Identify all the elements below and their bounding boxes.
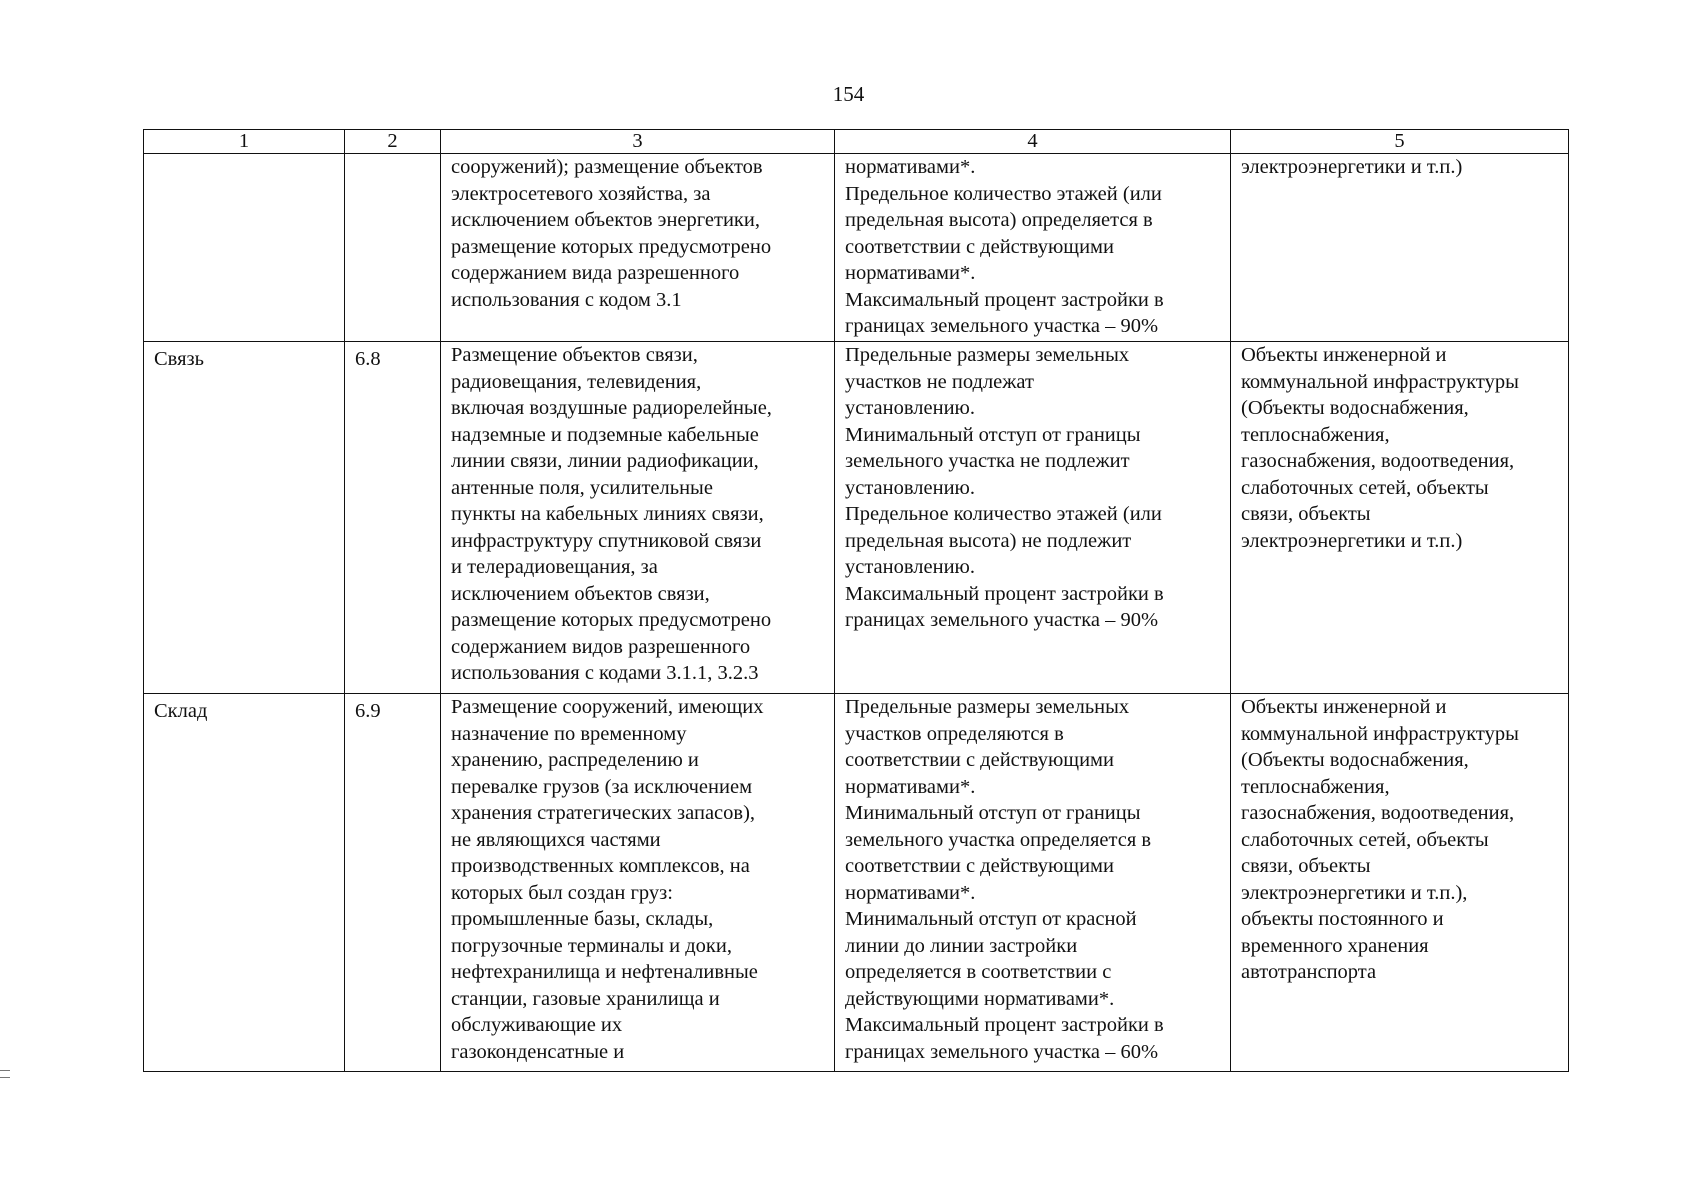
auxiliary-objects-cell bbox=[1231, 694, 1569, 1072]
text-line: участков не подлежат bbox=[845, 370, 1034, 393]
use-code-cell bbox=[345, 154, 441, 342]
use-type-name-cell: Склад bbox=[144, 694, 345, 1072]
text-line: размещение которых предусмотрено bbox=[451, 235, 772, 258]
text-line: использования с кодом 3.1 bbox=[451, 288, 682, 311]
text-line: теплоснабжения, bbox=[1241, 423, 1390, 446]
text-line: электроэнергетики и т.п.) bbox=[1241, 529, 1463, 552]
table-row bbox=[144, 342, 1569, 694]
text-line: хранению, распределению и bbox=[451, 749, 699, 771]
text-line: Минимальный отступ от красной bbox=[845, 908, 1137, 930]
text-line: размещение которых предусмотрено bbox=[451, 609, 772, 631]
text-line: исключением объектов связи, bbox=[451, 582, 710, 605]
text-line: газоконденсатные и bbox=[451, 1040, 625, 1063]
text-line: нормативами*. bbox=[845, 881, 976, 904]
text-line: нефтехранилища и нефтеналивные bbox=[451, 961, 758, 983]
text-line: коммунальной инфраструктуры bbox=[1241, 722, 1519, 745]
text-line: хранения стратегических запасов), bbox=[451, 802, 756, 824]
text-line: погрузочные терминалы и доки, bbox=[451, 934, 732, 957]
text-line: инфраструктуру спутниковой связи bbox=[451, 529, 762, 552]
text-line: газоснабжения, водоотведения, bbox=[1241, 802, 1515, 824]
text-line: автотранспорта bbox=[1241, 961, 1377, 983]
text-line: радиовещания, телевидения, bbox=[451, 370, 702, 393]
text-line: надземные и подземные кабельные bbox=[451, 423, 759, 446]
description-cell bbox=[441, 694, 835, 1072]
table-row bbox=[144, 154, 1569, 342]
text-line: Минимальный отступ от границы bbox=[845, 423, 1141, 446]
text-line: установлению. bbox=[845, 556, 975, 578]
text-line: перевалке грузов (за исключением bbox=[451, 775, 753, 798]
parameters-cell bbox=[835, 694, 1231, 1072]
text-line: земельного участка не подлежит bbox=[845, 450, 1130, 472]
parameters-cell bbox=[835, 154, 1231, 342]
text-line: границах земельного участка – 90% bbox=[845, 609, 1159, 631]
text-line: слаботочных сетей, объекты bbox=[1241, 476, 1489, 499]
text-line: которых был создан груз: bbox=[451, 881, 673, 904]
text-line: объекты постоянного и bbox=[1241, 908, 1444, 930]
text-line: земельного участка определяется в bbox=[845, 828, 1152, 851]
text-line: Объекты инженерной и bbox=[1241, 344, 1447, 366]
text-line: пункты на кабельных линиях связи, bbox=[451, 503, 764, 525]
column-header: 3 bbox=[441, 130, 835, 154]
text-line: (Объекты водоснабжения, bbox=[1241, 397, 1469, 419]
text-line: антенные поля, усилительные bbox=[451, 476, 713, 499]
description-cell bbox=[441, 154, 835, 342]
text-line: связи, объекты bbox=[1241, 503, 1371, 525]
parameters-cell bbox=[835, 342, 1231, 694]
auxiliary-objects-cell bbox=[1231, 342, 1569, 694]
text-line: установлению. bbox=[845, 397, 975, 419]
table-header-row bbox=[144, 130, 1569, 154]
text-line: теплоснабжения, bbox=[1241, 775, 1390, 798]
column-header: 4 bbox=[835, 130, 1231, 154]
text-line: содержанием видов разрешенного bbox=[451, 635, 751, 658]
text-line: Размещение объектов связи, bbox=[451, 344, 698, 366]
text-line: определяется в соответствии с bbox=[845, 961, 1112, 983]
text-line: Минимальный отступ от границы bbox=[845, 802, 1141, 824]
text-line: исключением объектов энергетики, bbox=[451, 209, 760, 231]
text-line: предельная высота) определяется в bbox=[845, 209, 1153, 231]
table-row bbox=[144, 694, 1569, 1072]
text-line: границах земельного участка – 60% bbox=[845, 1040, 1159, 1063]
text-line: станции, газовые хранилища и bbox=[451, 987, 720, 1010]
text-line: Объекты инженерной и bbox=[1241, 696, 1447, 718]
text-line: соответствии с действующими bbox=[845, 855, 1114, 877]
auxiliary-objects-cell bbox=[1231, 154, 1569, 342]
text-line: Предельные размеры земельных bbox=[845, 344, 1130, 366]
column-header: 5 bbox=[1231, 130, 1569, 154]
text-line: Предельное количество этажей (или bbox=[845, 182, 1162, 205]
text-line: Предельные размеры земельных bbox=[845, 696, 1130, 718]
text-line: (Объекты водоснабжения, bbox=[1241, 749, 1469, 771]
text-line: Размещение сооружений, имеющих bbox=[451, 696, 764, 718]
text-line: линии связи, линии радиофикации, bbox=[451, 450, 759, 472]
text-line: обслуживающие их bbox=[451, 1014, 623, 1036]
text-line: не являющихся частями bbox=[451, 828, 661, 851]
use-type-name-cell: Связь bbox=[144, 342, 345, 694]
use-type-name-cell bbox=[144, 154, 345, 342]
text-line: Предельное количество этажей (или bbox=[845, 503, 1162, 525]
text-line: электроэнергетики и т.п.) bbox=[1241, 156, 1463, 178]
page-number: 154 bbox=[832, 82, 865, 106]
scan-edge-mark bbox=[0, 1070, 10, 1078]
text-line: использования с кодами 3.1.1, 3.2.3 bbox=[451, 662, 759, 684]
text-line: линии до линии застройки bbox=[845, 934, 1078, 957]
text-line: включая воздушные радиорелейные, bbox=[451, 397, 772, 419]
text-line: временного хранения bbox=[1241, 934, 1429, 957]
text-line: производственных комплексов, на bbox=[451, 855, 750, 877]
column-header: 2 bbox=[345, 130, 441, 154]
text-line: Максимальный процент застройки в bbox=[845, 582, 1164, 605]
text-line: связи, объекты bbox=[1241, 855, 1371, 877]
use-code-cell: 6.9 bbox=[345, 694, 441, 1072]
description-cell bbox=[441, 342, 835, 694]
column-header: 1 bbox=[144, 130, 345, 154]
text-line: Максимальный процент застройки в bbox=[845, 288, 1164, 311]
text-line: электроэнергетики и т.п.), bbox=[1241, 881, 1468, 904]
text-line: действующими нормативами*. bbox=[845, 987, 1115, 1010]
text-line: слаботочных сетей, объекты bbox=[1241, 828, 1489, 851]
land-use-table bbox=[143, 129, 1569, 1072]
use-code-cell: 6.8 bbox=[345, 342, 441, 694]
text-line: газоснабжения, водоотведения, bbox=[1241, 450, 1515, 472]
text-line: содержанием вида разрешенного bbox=[451, 262, 740, 284]
text-line: коммунальной инфраструктуры bbox=[1241, 370, 1519, 393]
text-line: нормативами*. bbox=[845, 262, 976, 284]
text-line: границах земельного участка – 90% bbox=[845, 315, 1159, 337]
text-line: нормативами*. bbox=[845, 775, 976, 798]
text-line: участков определяются в bbox=[845, 722, 1064, 745]
text-line: электросетевого хозяйства, за bbox=[451, 182, 711, 205]
text-line: нормативами*. bbox=[845, 156, 976, 178]
text-line: Максимальный процент застройки в bbox=[845, 1014, 1164, 1036]
text-line: промышленные базы, склады, bbox=[451, 908, 714, 930]
text-line: соответствии с действующими bbox=[845, 749, 1114, 771]
text-line: установлению. bbox=[845, 476, 975, 499]
text-line: назначение по временному bbox=[451, 722, 687, 745]
text-line: и телерадиовещания, за bbox=[451, 556, 658, 578]
text-line: сооружений); размещение объектов bbox=[451, 156, 763, 178]
text-line: предельная высота) не подлежит bbox=[845, 529, 1132, 552]
text-line: соответствии с действующими bbox=[845, 235, 1114, 258]
